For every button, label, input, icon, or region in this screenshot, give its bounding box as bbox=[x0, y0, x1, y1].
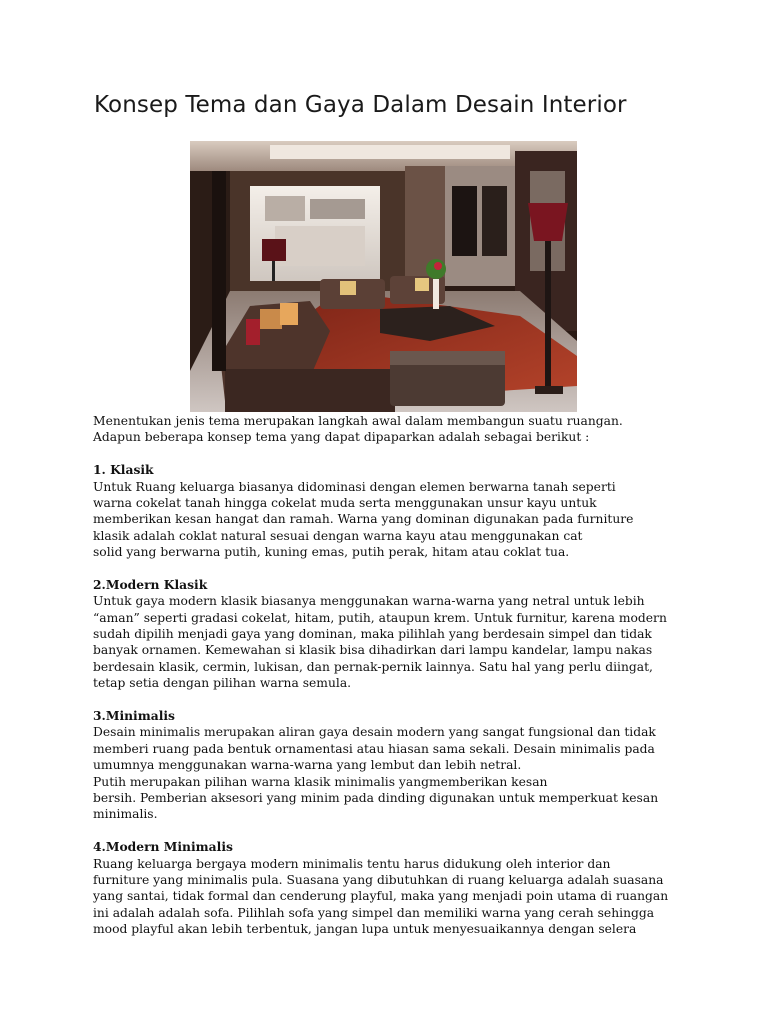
paragraph-line: ini adalah adalah sofa. Pilihlah sofa yang simpel dan memiliki warna yang cerah sehingga bbox=[93, 905, 655, 920]
paragraph-line: klasik adalah coklat natural sesuai dengan warna kayu atau menggunakan cat bbox=[93, 528, 583, 543]
article-body bbox=[93, 413, 683, 938]
paragraph-line: Putih merupakan pilihan warna klasik minimalis yangmemberikan kesan bbox=[93, 774, 548, 789]
paragraph-line: “aman” seperti gradasi cokelat, hitam, putih, ataupun krem. Untuk furnitur, karena modern bbox=[93, 610, 667, 625]
paragraph-line: Untuk Ruang keluarga biasanya didominasi dengan elemen berwarna tanah seperti bbox=[93, 479, 616, 494]
paragraph-line: furniture yang minimalis pula. Suasana yang dibutuhkan di ruang keluarga adalah suasana bbox=[93, 872, 664, 887]
paragraph-line: memberikan kesan hangat dan ramah. Warna yang dominan digunakan pada furniture bbox=[93, 512, 634, 527]
section-heading-minimalis: 3.Minimalis bbox=[93, 708, 175, 724]
paragraph-line: Desain minimalis merupakan aliran gaya desain modern yang sangat fungsional dan tidak bbox=[93, 725, 656, 740]
paragraph-line: memberi ruang pada bentuk ornamentasi atau hiasan sama sekali. Desain minimalis pada bbox=[93, 741, 655, 756]
paragraph-line: warna cokelat tanah hingga cokelat muda serta menggunakan unsur kayu untuk bbox=[93, 495, 597, 510]
paragraph-line: berdesain klasik, cermin, lukisan, dan pernak-pernik lainnya. Satu hal yang perlu diingat, bbox=[93, 659, 653, 674]
paragraph-line: yang santai, tidak formal dan cenderung playful, maka yang menjadi poin utama di ruangan bbox=[93, 889, 669, 904]
paragraph-line: bersih. Pemberian aksesori yang minim pada dinding digunakan untuk memperkuat kesan bbox=[93, 790, 659, 805]
paragraph-line: sudah dipilih menjadi gaya yang dominan, maka pilihlah yang berdesain simpel dan tidak bbox=[93, 627, 652, 642]
paragraph-line: mood playful akan lebih terbentuk, jangan lupa untuk menyesuaikannya dengan selera bbox=[93, 922, 637, 937]
interior-living-room-image bbox=[190, 141, 577, 412]
intro-line: Adapun beberapa konsep tema yang dapat dipaparkan adalah sebagai berikut : bbox=[93, 430, 590, 445]
paragraph-line: Untuk gaya modern klasik biasanya menggunakan warna-warna yang netral untuk lebih bbox=[93, 594, 645, 609]
paragraph-line: banyak ornamen. Kemewahan si klasik bisa dihadirkan dari lampu kandelar, lampu nakas bbox=[93, 643, 653, 658]
paragraph-line: Ruang keluarga bergaya modern minimalis tentu harus didukung oleh interior dan bbox=[93, 856, 611, 871]
section-heading-modern-klasik: 2.Modern Klasik bbox=[93, 576, 208, 592]
paragraph-line: minimalis. bbox=[93, 807, 158, 822]
paragraph-line: solid yang berwarna putih, kuning emas, putih perak, hitam atau coklat tua. bbox=[93, 545, 570, 560]
section-heading-modern-minimalis: 4.Modern Minimalis bbox=[93, 839, 233, 855]
section-heading-klasik: 1. Klasik bbox=[93, 462, 154, 478]
paragraph-line: tetap setia dengan pilihan warna semula. bbox=[93, 676, 352, 691]
paragraph-line: umumnya menggunakan warna-warna yang lembut dan lebih netral. bbox=[93, 758, 522, 773]
intro-line: Menentukan jenis tema merupakan langkah awal dalam membangun suatu ruangan. bbox=[93, 414, 623, 428]
page-title: Konsep Tema dan Gaya Dalam Desain Interior bbox=[94, 92, 627, 118]
